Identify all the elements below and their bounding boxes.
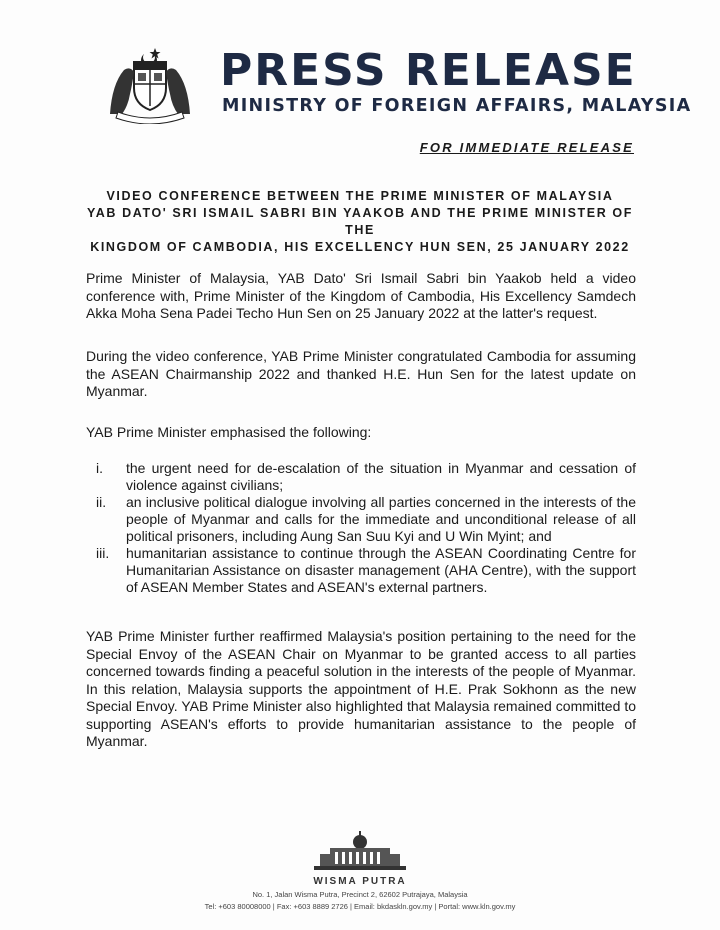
malaysia-coat-of-arms-logo: [100, 44, 200, 124]
release-tag: FOR IMMEDIATE RELEASE: [419, 140, 634, 155]
wisma-putra-building-logo: [310, 830, 410, 874]
footer-address: No. 1, Jalan Wisma Putra, Precinct 2, 62602 Putrajaya, Malaysia: [252, 890, 468, 899]
paragraph: YAB Prime Minister further reaffirmed Malaysia's position pertaining to the need for the Special Envoy of the ASEAN Chair on Myanmar to be granted access to all parties concerned towards finding a peaceful solution in the interests of the people of Myanmar. In this relation, Malaysia supports the appointment of H.E. Prak Sokhonn as the new Special Envoy. YAB Prime Minister also highlighted that Malaysia remained committed to supporting ASEAN's efforts to provide humanitarian assistance to the people of Myanmar.: [86, 628, 636, 749]
list-text: humanitarian assistance to continue through the ASEAN Coordinating Centre for Humanitarian Assistance on disaster management (AHA Centre), with the support of ASEAN Member States and ASEAN's external partners.: [126, 545, 636, 595]
paragraph: During the video conference, YAB Prime Minister congratulated Cambodia for assuming the ASEAN Chairmanship 2022 and thanked H.E. Hun Sen for the latest update on Myanmar.: [86, 348, 636, 399]
heading-line: VIDEO CONFERENCE BETWEEN THE PRIME MINISTER OF MALAYSIA: [106, 189, 614, 203]
list-item: [86, 545, 636, 596]
paragraph: YAB Prime Minister emphasised the following:: [86, 424, 372, 440]
paragraph: Prime Minister of Malaysia, YAB Dato' Sri Ismail Sabri bin Yaakob held a video conference with, Prime Minister of the Kingdom of Cambodia, His Excellency Samdech Akka Moha Sena Padei Techo Hun Sen on 25 January 2022 at the latter's request.: [86, 270, 636, 321]
heading-line: YAB DATO' SRI ISMAIL SABRI BIN YAAKOB AND THE PRIME MINISTER OF THE: [87, 206, 633, 237]
list-item: [86, 494, 636, 545]
footer-contact: Tel: +603 80008000 | Fax: +603 8889 2726 | Email: bkdaskln.gov.my | Portal: www.kln.gov.my: [204, 902, 516, 911]
list-text: an inclusive political dialogue involving all parties concerned in the interests of the people of Myanmar and calls for the immediate and unconditional release of all political prisoners, including Aung San Suu Kyi and U Win Myint; and: [126, 494, 636, 544]
list-item: [86, 460, 636, 494]
footer-name: WISMA PUTRA: [313, 876, 407, 887]
ministry-name: MINISTRY OF FOREIGN AFFAIRS, MALAYSIA: [222, 96, 692, 116]
list-number: iii.: [96, 545, 110, 561]
list-text: the urgent need for de-escalation of the situation in Myanmar and cessation of violence against civilians;: [126, 460, 636, 493]
emphasis-list: [86, 460, 636, 596]
list-number: i.: [96, 460, 103, 476]
heading-line: KINGDOM OF CAMBODIA, HIS EXCELLENCY HUN SEN, 25 JANUARY 2022: [90, 240, 630, 254]
press-heading: [86, 188, 634, 256]
list-number: ii.: [96, 494, 107, 510]
page-title: PRESS RELEASE: [220, 45, 637, 96]
